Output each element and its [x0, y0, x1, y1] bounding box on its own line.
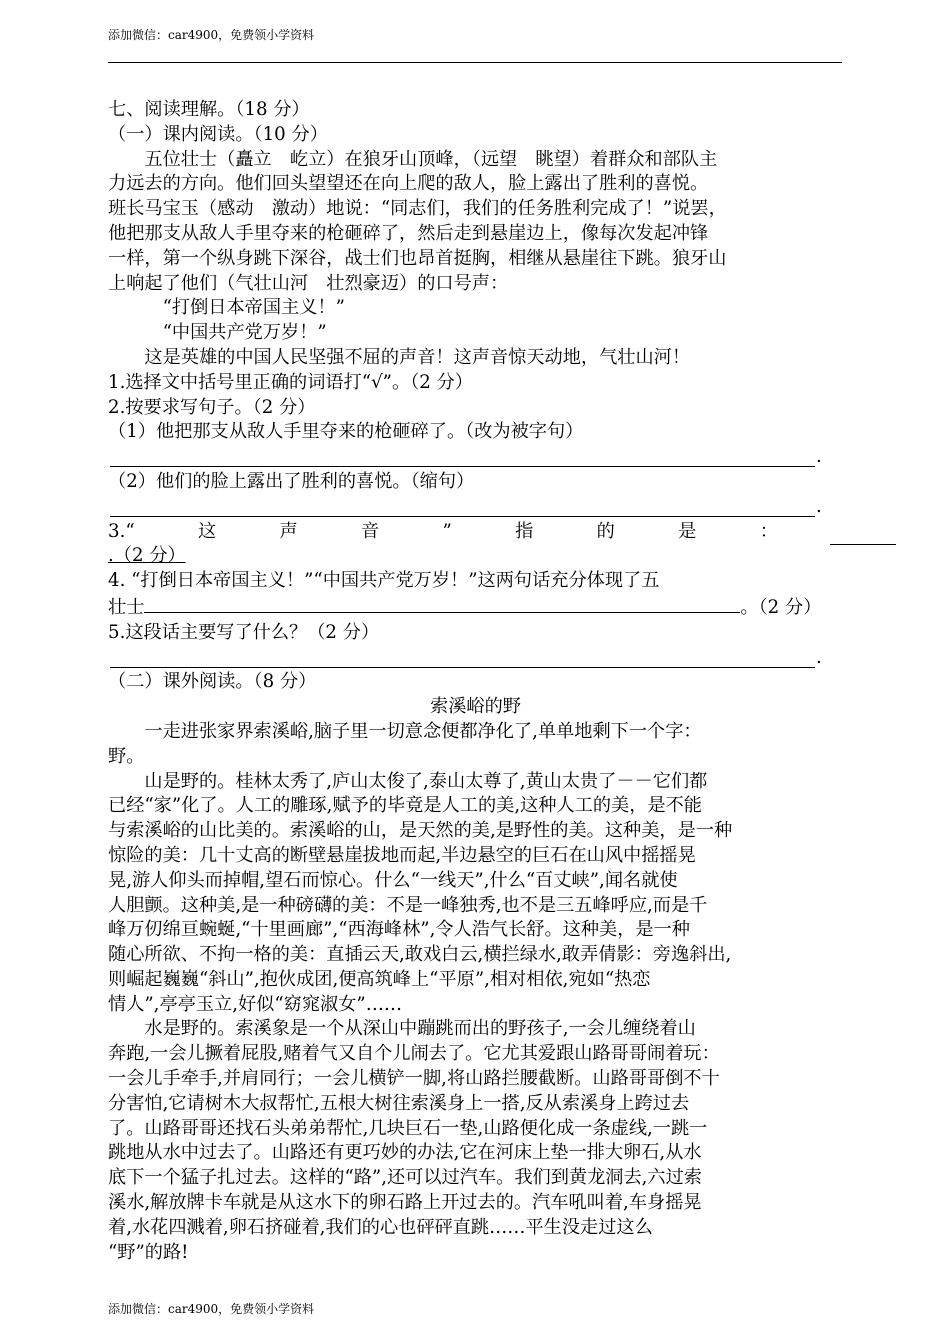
article-line: 底下一个猛子扎过去。这样的“路”,还可以过汽车。我们到黄龙洞去,六过索: [108, 1167, 702, 1189]
passage-line: 他把那支从敌人手里夺来的枪砸碎了，然后走到悬崖边上，像每次发起冲锋: [108, 222, 709, 244]
question-3-score: .（2 分）: [108, 545, 186, 567]
article-line: 野。: [108, 745, 145, 767]
article-line: 惊险的美：几十丈高的断壁悬崖拔地而起,半边悬空的巨石在山风中摇摇晃: [108, 844, 696, 866]
article-line: 溪水,解放牌卡车就是从这水下的卵石路上开过去的。汽车吼叫着,车身摇晃: [108, 1192, 702, 1214]
question-4-cont: 壮士 。（2 分）: [108, 594, 843, 621]
answer-line[interactable]: [108, 495, 843, 520]
question-3: 3.“ 这 声 音 ” 指 的 是 ：: [108, 520, 778, 542]
passage-line: 一样，第一个纵身跳下深谷，战士们也昂首挺胸，相继从悬崖往下跳。狼牙山: [108, 247, 727, 269]
article-line: 山是野的。桂林太秀了,庐山太俊了,泰山太尊了,黄山太贵了－－它们都: [144, 770, 708, 792]
passage-line: 班长马宝玉（感动 激动）地说：“同志们，我们的任务胜利完成了！”说罢，: [108, 198, 727, 220]
article-line: 了。山路哥哥还找石头弟弟帮忙,几块巨石一垫,山路便化成一条虚线,一跳一: [108, 1117, 708, 1139]
question-2-1: （1）他把那支从敌人手里夺来的枪砸碎了。（改为被字句）: [108, 421, 584, 443]
article-line: 奔跑,一会儿撅着屁股,赌着气又自个儿闹去了。它尤其爱跟山路哥哥闹着玩：: [108, 1043, 720, 1065]
question-2-2: （2）他们的脸上露出了胜利的喜悦。（缩句）: [108, 470, 475, 492]
slogan: “打倒日本帝国主义！”: [162, 297, 345, 319]
page-footer: 添加微信：car4900，免费领小学资料: [108, 1302, 315, 1316]
answer-line[interactable]: [108, 646, 843, 671]
article-line: 人胆颤。这种美,是一种磅礴的美：不是一峰独秀,也不是三五峰呼应,而是千: [108, 894, 708, 916]
line-end-dot: .: [816, 446, 822, 468]
part1-heading: （一）课内阅读。（10 分）: [108, 123, 328, 145]
slogan: “中国共产党万岁！”: [162, 322, 327, 344]
header-rule: [108, 62, 842, 63]
article-line: 一走进张家界索溪峪,脑子里一切意念便都净化了,单单地剩下一个字：: [144, 720, 702, 742]
passage-line: 上响起了他们（气壮山河 壮烈豪迈）的口号声：: [108, 272, 509, 294]
article-line: 晃,游人仰头而掉帽,望石而惊心。什么“一线天”,什么“百丈峡”,闻名就使: [108, 869, 678, 891]
article-line: 水是野的。索溪象是一个从深山中蹦跳而出的野孩子,一会儿缠绕着山: [144, 1018, 696, 1040]
article-line: 分害怕,它请树木大叔帮忙,五根大树往索溪身上一搭,反从索溪身上跨过去: [108, 1092, 690, 1114]
article-title: 索溪峪的野: [430, 696, 521, 718]
article-line: 已经“家”化了。人工的雕琢,赋予的毕竟是人工的美,这种人工的美，是不能: [108, 795, 702, 817]
article-line: 跳地从水中过去了。山路还有更巧妙的办法,它在河床上垫一排大卵石,从水: [108, 1142, 702, 1164]
answer-line[interactable]: [108, 445, 843, 470]
fill-blank[interactable]: [144, 594, 740, 613]
article-line: 则崛起巍巍“斜山”,抱伙成团,便高筑峰上“平原”,相对相依,宛如“热恋: [108, 968, 651, 990]
question-4: 4. “打倒日本帝国主义！”“中国共产党万岁！”这两句话充分体现了五: [108, 570, 660, 592]
question-1: 1.选择文中括号里正确的词语打“√”。（2 分）: [108, 371, 473, 393]
article-line: 着,水花四溅着,卵石挤碰着,我们的心也砰砰直跳……平生没走过这么: [108, 1216, 653, 1238]
passage-closing: 这是英雄的中国人民坚强不屈的声音！这声音惊天动地，气壮山河！: [144, 346, 691, 368]
line-end-dot: .: [816, 495, 822, 517]
question-5: 5.这段话主要写了什么？（2 分）: [108, 621, 380, 643]
article-line: 峰万仞绵亘蜿蜒,“十里画廊”,“西海峰林”,令人浩气长舒。这种美，是一种: [108, 919, 690, 941]
section-title: 七、阅读理解。（18 分）: [108, 99, 310, 120]
article-line: 情人”,亭亭玉立,好似“窈窕淑女”……: [108, 993, 403, 1015]
part2-heading: （二）课外阅读。（8 分）: [108, 671, 317, 693]
question-2: 2.按要求写句子。（2 分）: [108, 396, 316, 418]
article-line: 与索溪峪的山比美的。索溪峪的山，是天然的美,是野性的美。这种美，是一种: [108, 820, 733, 842]
page-header: 添加微信：car4900，免费领小学资料: [108, 28, 315, 42]
line-end-dot: .: [816, 646, 822, 668]
article-line: 随心所欲、不拘一格的美：直插云天,敢戏白云,横拦绿水,敢弄倩影：旁逸斜出,: [108, 944, 732, 966]
passage-line: 力远去的方向。他们回头望望还在向上爬的敌人，脸上露出了胜利的喜悦。: [108, 173, 709, 195]
article-line: “野”的路!: [108, 1241, 189, 1263]
document-body: [108, 98, 843, 1265]
article-line: 一会儿手牵手,并肩同行；一会儿横铲一脚,将山路拦腰截断。山路哥哥倒不十: [108, 1068, 720, 1090]
question-3-blank[interactable]: [830, 544, 896, 545]
passage-line: 五位壮士（矗立 屹立）在狼牙山顶峰，（远望 眺望）着群众和部队主: [144, 148, 718, 170]
